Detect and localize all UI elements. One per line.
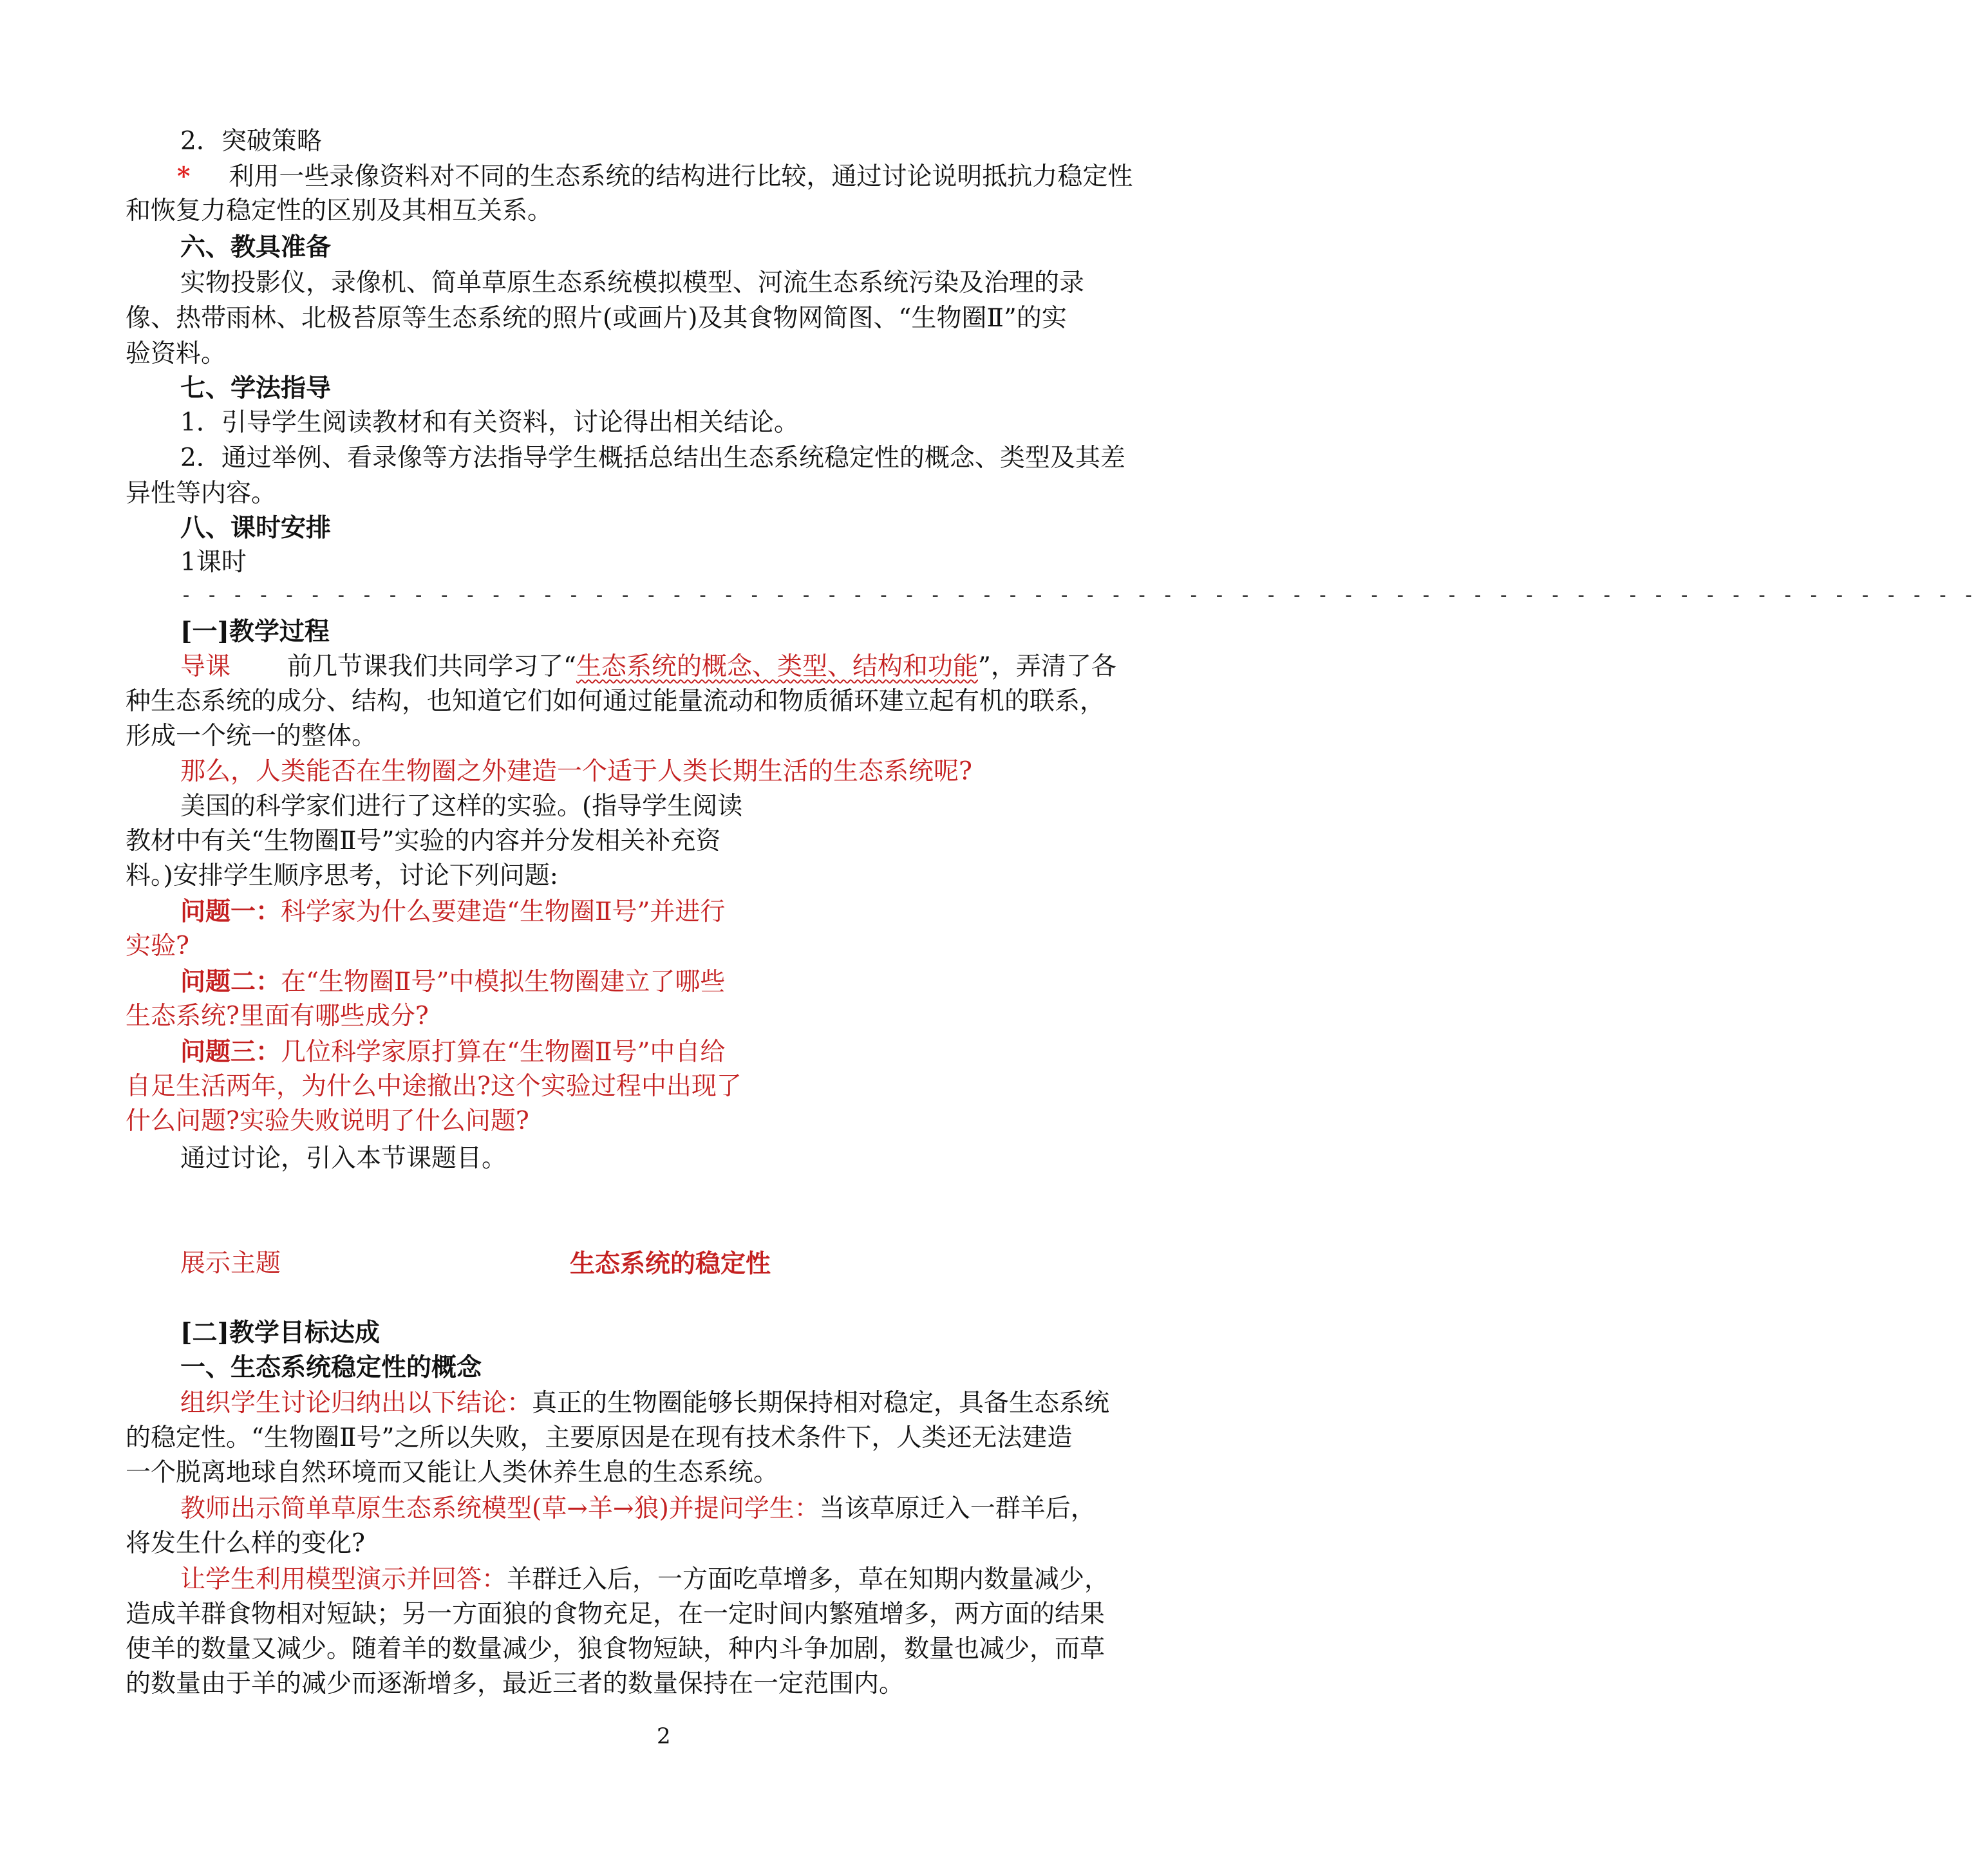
intro-label: 导课 <box>180 652 231 681</box>
topic-link: 生态系统的概念、类型、结构和功能 <box>576 652 978 681</box>
question-two: 问题二：在“生物圈Ⅱ号”中模拟生物圈建立了哪些 <box>180 967 726 997</box>
subsection-heading-concept: 一、生态系统稳定性的概念 <box>180 1353 482 1382</box>
strategy-heading: 2．突破策略 <box>180 127 322 156</box>
concept-text: 的稳定性。“生物圈Ⅱ号”之所以失败，主要原因是在现有技术条件下，人类还无法建造 <box>126 1423 1073 1452</box>
concept-line: 组织学生讨论归纳出以下结论：真正的生物圈能够长期保持相对稳定，具备生态系统 <box>180 1389 1110 1418</box>
question-three-cont: 自足生活两年，为什么中途撤出?这个实验过程中出现了 <box>126 1072 742 1101</box>
model-answer-text: 使羊的数量又减少。随着羊的数量减少，狼食物短缺，种内斗争加剧，数量也减少，而草 <box>126 1635 1106 1664</box>
method-item: 1．引导学生阅读教材和有关资料，讨论得出相关结论。 <box>180 408 799 437</box>
experiment-text: 料。)安排学生顺序思考，讨论下列问题: <box>126 861 558 890</box>
model-answer-line: 让学生利用模型演示并回答：羊群迁入后，一方面吃草增多，草在知期内数量减少， <box>180 1565 1110 1594</box>
section-heading-process: [一]教学过程 <box>180 617 330 646</box>
question-two-cont: 生态系统?里面有哪些成分? <box>126 1002 429 1031</box>
intro-text: 形成一个统一的整体。 <box>126 722 377 751</box>
section-heading-schedule: 八、课时安排 <box>180 513 332 543</box>
model-question-line: 教师出示简单草原生态系统模型(草→羊→狼)并提问学生：当该草原迁入一群羊后， <box>180 1494 1096 1523</box>
intro-line: 导课 前几节课我们共同学习了“生态系统的概念、类型、结构和功能”，弄清了各 <box>180 652 1116 681</box>
intro-text: 种生态系统的成分、结构，也知道它们如何通过能量流动和物质循环建立起有机的联系， <box>126 687 1106 716</box>
tools-text: 像、热带雨林、北极苔原等生态系统的照片(或画片)及其食物网简图、“生物圈Ⅱ”的实 <box>126 304 1067 333</box>
method-item: 异性等内容。 <box>126 479 277 508</box>
section-heading-goals: [二]教学目标达成 <box>180 1318 380 1347</box>
theme-label: 展示主题 <box>180 1249 281 1278</box>
tools-text: 验资料。 <box>126 339 227 368</box>
divider-line: - - - - - - - - - - - - - - - - - - - - - - - - - - - - - - - - - - - - - - - - - - - - - - - - - - - - - - - - - - - - - - - - - - - - - - <box>180 584 1976 606</box>
model-answer-text: 的数量由于羊的减少而逐渐增多，最近三者的数量保持在一定范围内。 <box>126 1669 905 1698</box>
strategy-text: 利用一些录像资料对不同的生态系统的结构进行比较，通过讨论说明抵抗力稳定性 <box>229 162 1133 191</box>
model-answer-text: 造成羊群食物相对短缺；另一方面狼的食物充足，在一定时间内繁殖增多，两方面的结果 <box>126 1600 1106 1629</box>
question-three: 问题三：几位科学家原打算在“生物圈Ⅱ号”中自给 <box>180 1037 726 1067</box>
tools-text: 实物投影仪，录像机、简单草原生态系统模拟模型、河流生态系统污染及治理的录 <box>180 268 1085 297</box>
section-heading-method: 七、学法指导 <box>180 373 332 403</box>
asterisk-icon: * <box>177 162 191 191</box>
model-question-text: 将发生什么样的变化? <box>126 1529 365 1558</box>
question-one: 问题一：科学家为什么要建造“生物圈Ⅱ号”并进行 <box>180 897 726 926</box>
page-number: 2 <box>657 1723 671 1749</box>
guiding-question: 那么，人类能否在生物圈之外建造一个适于人类长期生活的生态系统呢? <box>180 757 972 786</box>
theme-title: 生态系统的稳定性 <box>570 1249 771 1279</box>
strategy-bullet <box>177 159 1133 194</box>
experiment-text: 美国的科学家们进行了这样的实验。(指导学生阅读 <box>180 792 743 821</box>
strategy-text-cont: 和恢复力稳定性的区别及其相互关系。 <box>126 196 553 225</box>
experiment-text: 教材中有关“生物圈Ⅱ号”实验的内容并分发相关补充资 <box>126 827 721 856</box>
question-three-cont: 什么问题?实验失败说明了什么问题? <box>126 1107 529 1136</box>
method-item: 2．通过举例、看录像等方法指导学生概括总结出生态系统稳定性的概念、类型及其差 <box>180 444 1125 473</box>
concept-text: 一个脱离地球自然环境而又能让人类休养生息的生态系统。 <box>126 1458 779 1487</box>
schedule-value: 1课时 <box>180 548 247 577</box>
section-heading-tools: 六、教具准备 <box>180 232 332 262</box>
question-one-cont: 实验? <box>126 932 189 961</box>
discussion-conclusion: 通过讨论，引入本节课题目。 <box>180 1144 507 1173</box>
